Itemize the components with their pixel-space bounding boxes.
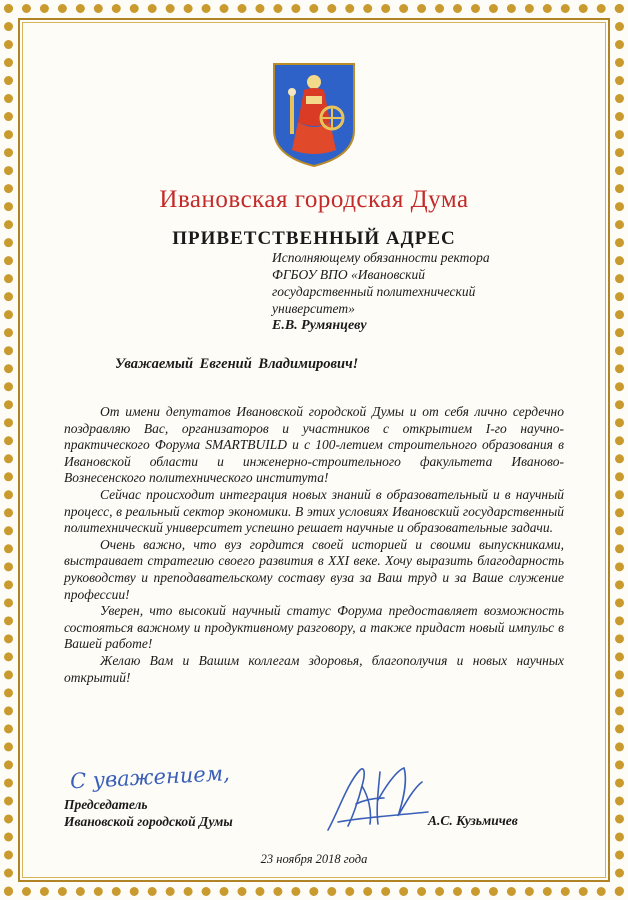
document-date: 23 ноября 2018 года: [260, 852, 368, 866]
document-title: ПРИВЕТСТВЕННЫЙ АДРЕС: [172, 228, 456, 249]
signatory-name: А.С. Кузьмичев: [428, 813, 518, 828]
organization-title: Ивановская городская Дума: [159, 186, 469, 213]
coat-of-arms-icon: [270, 60, 358, 168]
body-paragraph: От имени депутатов Ивановской городской Думы и от себя лично сердечно поздравляю Вас, организаторов и участников с открытием I-го научно-практического Форума SMARTBUILD и с 100-летием строительного образования в Ивановской области и инженерно-строительного факультета Иваново-Вознесенского политехнического института!: [64, 404, 564, 486]
signatory-title: [64, 796, 233, 830]
body-paragraph: Желаю Вам и Вашим коллегам здоровья, благополучия и новых научных открытий!: [64, 652, 564, 685]
recipient-line: университет»: [272, 301, 355, 316]
letter-body: [64, 404, 564, 686]
recipient-position: [272, 249, 572, 317]
salutation: Уважаемый Евгений Владимирович!: [115, 356, 359, 372]
closing-text: С уважением,: [69, 761, 231, 794]
body-paragraph: Очень важно, что вуз гордится своей историей и своими выпускниками, выстраивает стратегию своего развития в XXI веке. Хочу выразить благодарность руководству и преподавательскому составу вуза за Ваш труд и за Ваше служение профессии!: [64, 536, 564, 602]
recipient-line: Исполняющему обязанности ректора: [272, 250, 490, 265]
handwritten-closing: [64, 757, 284, 797]
recipient-line: государственный политехнический: [272, 284, 476, 299]
signature-icon: [318, 752, 438, 842]
body-paragraph: Уверен, что высокий научный статус Форума предоставляет возможность состояться важному и продуктивному разговору, а также придаст новый импульс в Вашей работе!: [64, 603, 564, 652]
recipient-line: ФГБОУ ВПО «Ивановский: [272, 267, 425, 282]
signatory-title-line: Ивановской городской Думы: [64, 814, 233, 829]
signatory-title-line: Председатель: [64, 797, 148, 812]
recipient-name: Е.В. Румянцеву: [272, 318, 367, 333]
body-paragraph: Сейчас происходит интеграция новых знаний в образовательный и в научный процесс, в реальный сектор экономики. В этих условиях Ивановский государственный политехнический университет успешно решает научные и образовательные задачи.: [64, 486, 564, 536]
